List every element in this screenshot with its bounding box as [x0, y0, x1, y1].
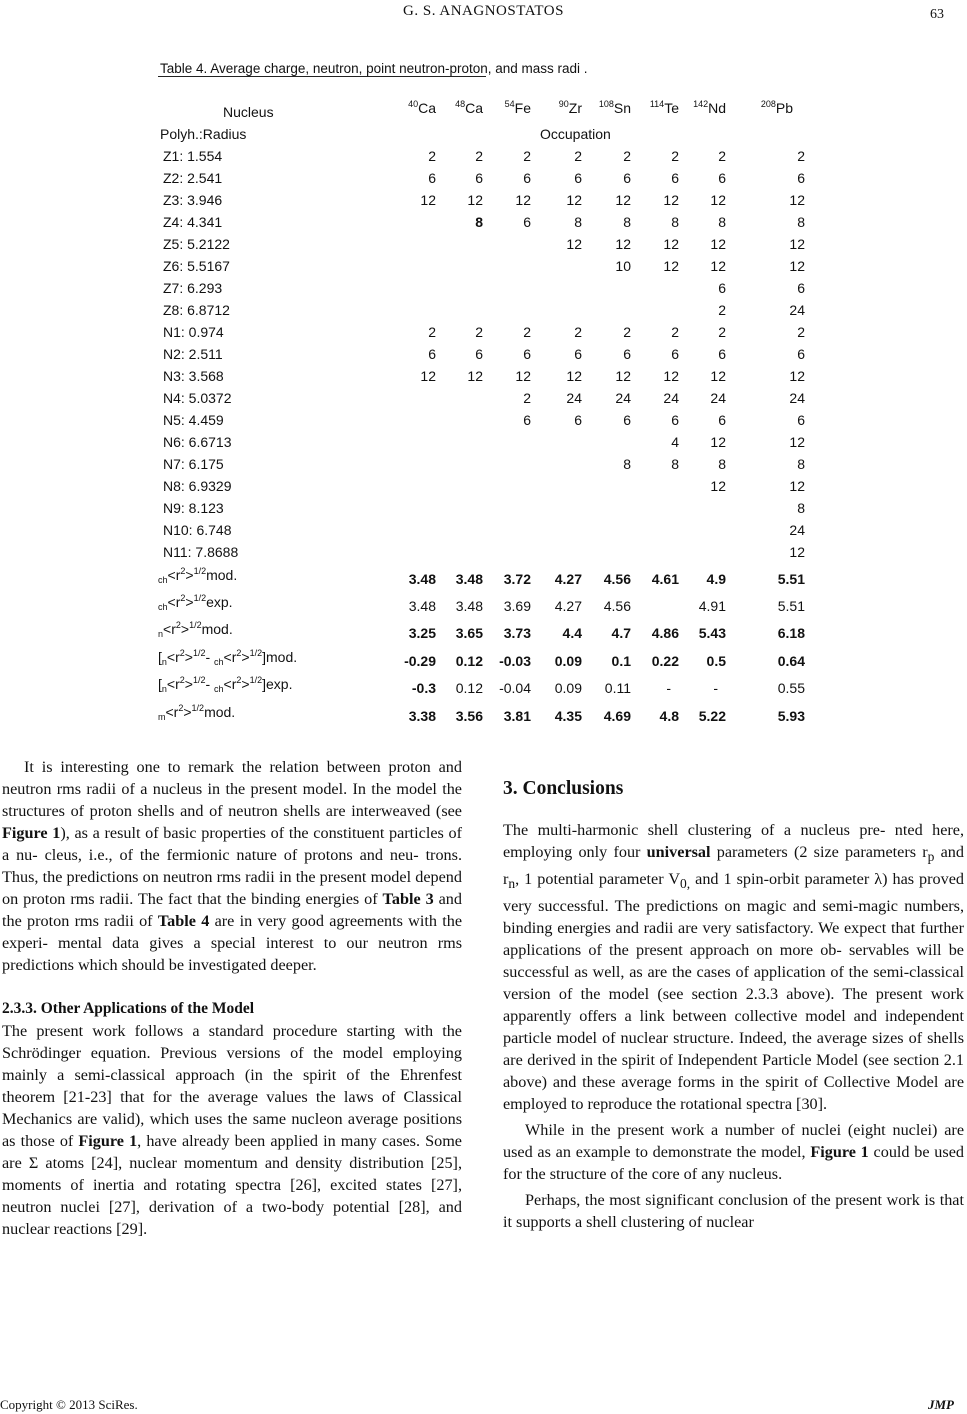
polyhedron-label: N2: 2.511 [163, 346, 223, 362]
occupation-cell: 6 [623, 412, 631, 428]
polyhedron-label: N10: 6.748 [163, 522, 232, 538]
radius-value-cell: -0.04 [499, 680, 531, 696]
paragraph-other-applications: The present work follows a standard procedure starting with the Schrödinger equation. Previous versions of the model employing mainly a semi-classical approach (in the spirit of the Ehrenfest theorem [21-23] that for the average values the laws of Classical Mechanics are valid), which uses the same nucleon average positions as those of Figure 1, have already been applied in many cases. Some are Σ atoms [24], nuclear momentum and density distribution [25], moments of inertia and rotating spectra [26], excited states [27], neutron nuclei [27], derivation of a two-body potential [28], and nuclear reactions [29]. [2, 1022, 462, 1238]
radius-value-cell: 3.69 [503, 598, 531, 614]
radius-value-cell: 3.73 [503, 625, 531, 641]
polyhedron-label: N7: 6.175 [163, 456, 224, 472]
radius-value-cell: 4.86 [651, 625, 679, 641]
occupation-cell: 12 [467, 368, 483, 384]
occupation-cell: 8 [797, 214, 805, 230]
radius-value-cell: 4.35 [554, 708, 582, 724]
occupation-cell: 10 [615, 258, 631, 274]
polyhedron-label: N3: 3.568 [163, 368, 224, 384]
radius-row-label: $_{ch}<r^2>^{1/2}\exp$. [158, 593, 233, 612]
radius-value-cell: 4.27 [554, 598, 582, 614]
occupation-cell: 12 [789, 368, 805, 384]
radius-value-cell: 0.11 [604, 680, 631, 696]
radius-value-cell: 6.18 [777, 625, 805, 641]
polyhedron-label: Z4: 4.341 [163, 214, 223, 230]
polyhedron-label: N6: 6.6713 [163, 434, 232, 450]
radius-value-cell: 4.69 [603, 708, 631, 724]
occupation-cell: 2 [475, 324, 483, 340]
radius-value-cell: 3.81 [503, 708, 531, 724]
left-column [2, 756, 462, 1240]
nucleus-column-header: $^{90}$Zr [558, 99, 582, 116]
occupation-cell: 2 [428, 148, 436, 164]
occupation-cell: 6 [797, 412, 805, 428]
occupation-cell: 4 [671, 434, 679, 450]
occupation-cell: 6 [718, 170, 726, 186]
occupation-cell: 12 [789, 434, 805, 450]
occupation-cell: 12 [566, 236, 582, 252]
occupation-cell: 6 [671, 170, 679, 186]
occupation-cell: 8 [574, 214, 582, 230]
occupation-cell: 6 [718, 346, 726, 362]
occupation-cell: 2 [574, 148, 582, 164]
occupation-cell: 2 [523, 148, 531, 164]
radius-value-cell: 4.61 [651, 571, 679, 587]
occupation-cell: 6 [797, 346, 805, 362]
radius-value-cell: 0.09 [554, 680, 582, 696]
occupation-cell: 6 [475, 346, 483, 362]
radius-value-cell: 4.91 [698, 598, 726, 614]
occupation-cell: 12 [663, 236, 679, 252]
radius-value-cell: 5.51 [777, 571, 805, 587]
occupation-cell: 12 [710, 192, 726, 208]
occupation-cell: 6 [523, 214, 531, 230]
occupation-cell: 2 [523, 390, 531, 406]
radius-row-label: $_n<r^2>^{1/2}mod$. [158, 620, 233, 639]
nucleus-column-header: $^{108}$Sn [598, 99, 631, 116]
polyhedron-label: Z5: 5.2122 [163, 236, 230, 252]
radius-value-cell: 5.22 [698, 708, 726, 724]
occupation-cell: 12 [515, 368, 531, 384]
occupation-cell: 8 [475, 214, 483, 230]
occupation-cell: 12 [615, 368, 631, 384]
occupation-cell: 12 [420, 368, 436, 384]
occupation-cell: 6 [523, 346, 531, 362]
radius-value-cell: 4.56 [603, 598, 631, 614]
caption-underline [158, 76, 486, 77]
footer-copyright: Copyright © 2013 SciRes. [0, 1397, 138, 1412]
occupation-cell: 6 [574, 346, 582, 362]
occupation-cell: 2 [718, 302, 726, 318]
occupation-cell: 12 [566, 368, 582, 384]
radius-row-label: [$_n<r^2>^{1/2}-$ $_{ch}<r^2>^{1/2}]\exp$. [158, 675, 293, 694]
occupation-cell: 2 [797, 324, 805, 340]
radius-value-cell: 0.55 [777, 680, 805, 696]
radius-value-cell: 0.22 [651, 653, 679, 669]
radius-value-cell: 3.65 [455, 625, 483, 641]
occupation-cell: 2 [671, 324, 679, 340]
occupation-cell: 6 [797, 280, 805, 296]
occupation-cell: 6 [671, 412, 679, 428]
subsection-heading: 2.3.3. Other Applications of the Model [2, 1000, 255, 1017]
occupation-cell: 12 [420, 192, 436, 208]
occupation-cell: 6 [797, 170, 805, 186]
occupation-cell: 2 [523, 324, 531, 340]
occupation-cell: 12 [467, 192, 483, 208]
radius-value-cell: 0.1 [611, 653, 631, 669]
occupation-cell: 6 [718, 280, 726, 296]
radius-value-cell: 4.9 [706, 571, 726, 587]
radius-value-cell: 0.12 [455, 653, 483, 669]
right-column [503, 819, 964, 1233]
occupation-cell: 2 [574, 324, 582, 340]
occupation-cell: 2 [718, 148, 726, 164]
occupation-cell: 8 [623, 214, 631, 230]
radius-value-cell: 3.48 [408, 571, 436, 587]
occupation-cell: 12 [710, 236, 726, 252]
polyhedron-label: N5: 4.459 [163, 412, 224, 428]
radius-value-cell: 4.27 [554, 571, 582, 587]
radius-value-cell: -0.3 [411, 680, 436, 696]
occupation-cell: 12 [789, 236, 805, 252]
occupation-cell: 12 [710, 434, 726, 450]
occupation-cell: 2 [671, 148, 679, 164]
occupation-cell: 12 [615, 192, 631, 208]
occupation-cell: 6 [671, 346, 679, 362]
occupation-cell: 12 [789, 478, 805, 494]
occupation-cell: 8 [718, 456, 726, 472]
occupation-cell: 6 [428, 346, 436, 362]
occupation-cell: 24 [789, 522, 805, 538]
occupation-cell: 12 [615, 236, 631, 252]
nucleus-column-header: $^{40}$Ca [408, 99, 436, 116]
occupation-cell: 2 [623, 324, 631, 340]
occupation-cell: 6 [428, 170, 436, 186]
occupation-cell: 8 [797, 500, 805, 516]
radius-value-cell: - [713, 680, 718, 696]
occupation-cell: 12 [663, 368, 679, 384]
polyhedron-label: Z1: 1.554 [163, 148, 223, 164]
radius-value-cell: 3.48 [455, 598, 483, 614]
occupation-cell: 12 [789, 192, 805, 208]
occupation-cell: 24 [615, 390, 631, 406]
nucleus-column-header: $^{208}$Pb [760, 99, 793, 116]
occupation-cell: 8 [623, 456, 631, 472]
occupation-cell: 6 [574, 412, 582, 428]
radius-header: Polyh.:Radius [160, 126, 247, 142]
occupation-cell: 24 [566, 390, 582, 406]
occupation-cell: 12 [710, 478, 726, 494]
radius-value-cell: -0.03 [499, 653, 531, 669]
polyhedron-label: Z2: 2.541 [163, 170, 223, 186]
paragraph-radii-relation: It is interesting one to remark the relation between proton and neutron rms radii of a nucleus in the present model. In the model the structures of proton shells and of neutron shells are interweaved (see Figure 1), as a result of basic properties of the constituent particles of a nu- cleus, i.e., of the fermionic nature of protons and neu- trons. Thus, the predictions on neutron rms radii in the present model depend on proton rms radii. The fact that the binding energies of Table 3 and the proton rms radii of Table 4 are in very good agreements with the experi- mental data gives a special interest to our neutron rms predictions which should be investigated deeper. [2, 758, 463, 974]
occupation-cell: 2 [797, 148, 805, 164]
radius-value-cell: 3.25 [408, 625, 436, 641]
radius-value-cell: 0.64 [777, 653, 805, 669]
radius-row-label: $_{ch}<r^2>^{1/2}mod$. [158, 566, 238, 585]
occupation-cell: 8 [797, 456, 805, 472]
nucleus-column-header: $^{142}$Nd [693, 99, 726, 116]
occupation-cell: 2 [718, 324, 726, 340]
polyhedron-label: Z6: 5.5167 [163, 258, 230, 274]
table-caption: Table 4. Average charge, neutron, point neutron-proton, and mass radi . [160, 61, 588, 76]
radius-row-label: [$_n<r^2>^{1/2}-$ $_{ch}<r^2>^{1/2}]mod$. [158, 648, 298, 667]
radius-value-cell: 0.12 [455, 680, 483, 696]
radius-value-cell: 5.43 [698, 625, 726, 641]
footer-journal: JMP [928, 1397, 954, 1412]
occupation-cell: 6 [718, 412, 726, 428]
occupation-cell: 24 [663, 390, 679, 406]
nucleus-column-header: $^{54}$Fe [504, 99, 531, 116]
radius-row-label: $_m<r^2>^{1/2}mod$. [158, 703, 236, 722]
polyhedron-label: N4: 5.0372 [163, 390, 232, 406]
occupation-cell: 12 [789, 544, 805, 560]
radius-value-cell: - [666, 680, 671, 696]
occupation-cell: 8 [671, 456, 679, 472]
occupation-cell: 24 [710, 390, 726, 406]
polyhedron-label: N8: 6.9329 [163, 478, 232, 494]
occupation-cell: 2 [623, 148, 631, 164]
radius-value-cell: 4.8 [659, 708, 679, 724]
occupation-cell: 2 [428, 324, 436, 340]
paragraph-conclusions-3: Perhaps, the most significant conclusion of the present work is that it supports a shell clustering of nuclear [503, 1191, 964, 1232]
polyhedron-label: N1: 0.974 [163, 324, 224, 340]
nucleus-column-header: $^{114}$Te [649, 99, 679, 116]
occupation-cell: 6 [623, 170, 631, 186]
occupation-cell: 6 [574, 170, 582, 186]
occupation-cell: 6 [623, 346, 631, 362]
radius-value-cell: 4.7 [611, 625, 631, 641]
occupation-cell: 24 [789, 390, 805, 406]
radius-value-cell: 4.56 [603, 571, 631, 587]
occupation-cell: 12 [515, 192, 531, 208]
occupation-cell: 2 [475, 148, 483, 164]
occupation-cell: 8 [718, 214, 726, 230]
occupation-cell: 12 [663, 258, 679, 274]
nucleus-column-header: $^{48}$Ca [455, 99, 483, 116]
polyhedron-label: N9: 8.123 [163, 500, 224, 516]
occupation-cell: 24 [789, 302, 805, 318]
polyhedron-label: Z8: 6.8712 [163, 302, 230, 318]
occupation-cell: 6 [475, 170, 483, 186]
running-title: G. S. ANAGNOSTATOS [403, 3, 564, 19]
radius-value-cell: 0.5 [706, 653, 726, 669]
page-number: 63 [930, 7, 944, 22]
radius-value-cell: 3.48 [455, 571, 483, 587]
occupation-header: Occupation [540, 126, 611, 142]
polyhedron-label: Z3: 3.946 [163, 192, 223, 208]
polyhedron-label: Z7: 6.293 [163, 280, 223, 296]
radius-value-cell: 4.4 [562, 625, 582, 641]
polyhedron-label: N11: 7.8688 [163, 544, 239, 560]
radius-value-cell: 3.56 [455, 708, 483, 724]
radius-value-cell: 3.72 [503, 571, 531, 587]
nucleus-header: Nucleus [223, 104, 274, 120]
radius-value-cell: 5.51 [777, 598, 805, 614]
paragraph-conclusions-1: The multi-harmonic shell clustering of a nucleus pre- nted here, employing only four universal parameters (2 size parameters $r_p$ and $r_n$, 1 potential parameter $V_{0,}$ and 1 spin-orbit parameter λ) has proved very successful. The predictions on magic and semi-magic numbers, binding energies and radii are very satisfactory. We expect that further applications of the present approach on more ob- servables will be successful as well, as are the cases of application of the semi-classical version of the model (see section 2.3.3 above). The present work apparently offers a link between collective model and independent particle model of nuclear structure. Indeed, the average sizes of shells are derived in the spirit of Independent Particle Model (see section 2.1 above) and these average forms in the spirit of Collective Model are employed to reproduce the rotational spectra [30]. [503, 821, 964, 1114]
radius-value-cell: 0.09 [554, 653, 582, 669]
occupation-cell: 6 [523, 170, 531, 186]
section-heading-conclusions: 3. Conclusions [503, 778, 624, 799]
occupation-cell: 12 [566, 192, 582, 208]
radius-value-cell: 3.48 [408, 598, 436, 614]
occupation-cell: 8 [671, 214, 679, 230]
radius-value-cell: 5.93 [777, 708, 805, 724]
radius-value-cell: 3.38 [408, 708, 436, 724]
occupation-cell: 12 [710, 368, 726, 384]
occupation-cell: 6 [523, 412, 531, 428]
radius-value-cell: -0.29 [404, 653, 436, 669]
paragraph-conclusions-2: While in the present work a number of nuclei (eight nuclei) are used as an example to demonstrate the model, Figure 1 could be used for the structure of the core of any nucleus. [503, 1121, 964, 1184]
occupation-cell: 12 [663, 192, 679, 208]
occupation-cell: 12 [710, 258, 726, 274]
occupation-cell: 12 [789, 258, 805, 274]
